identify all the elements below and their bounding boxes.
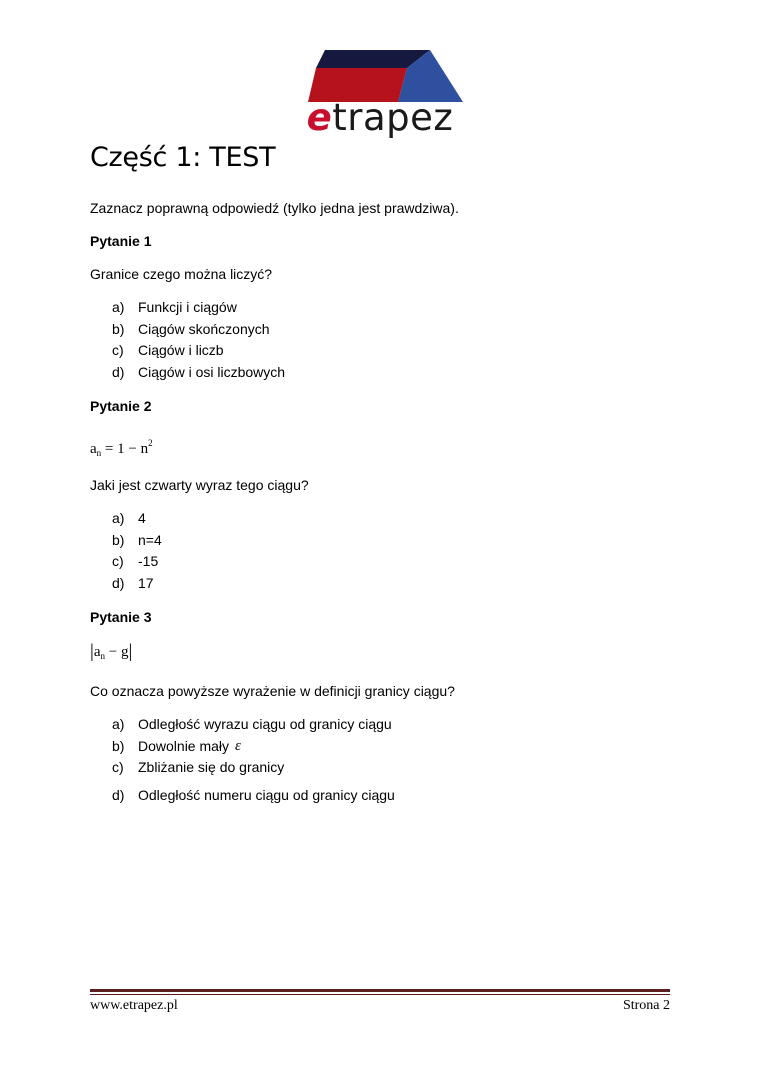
question-3-title: Pytanie 3: [90, 609, 152, 625]
page-number: Strona 2: [622, 998, 670, 1013]
answer-item: c) Ciągów i liczb: [112, 342, 224, 358]
footer-url: www.etrapez.pl: [90, 998, 178, 1013]
question-3-text: Co oznacza powyższe wyrażenie w definicji granicy ciągu?: [90, 683, 455, 699]
epsilon-symbol: ε: [235, 737, 241, 754]
footer-divider-thin: [90, 994, 670, 995]
answer-item: d) Odległość numeru ciągu od granicy ciągu: [112, 786, 395, 803]
question-1-answers: [90, 297, 680, 383]
trapezoid-logo-icon: [290, 44, 470, 104]
question-2-formula: $a_n = 1 - n^2$: [90, 438, 153, 458]
instructions: Zaznacz poprawną odpowiedź (tylko jedna jest prawdziwa).: [90, 200, 459, 216]
answer-item: d) Ciągów i osi liczbowych: [112, 363, 286, 380]
answer-item: c) -15: [112, 553, 159, 569]
answer-item: a) Funkcji i ciągów: [112, 299, 237, 315]
answer-item: c) Zbliżanie się do granicy: [112, 759, 285, 775]
question-2-title: Pytanie 2: [90, 398, 152, 414]
page-content: [90, 140, 680, 806]
question-1-text: Granice czego można liczyć?: [90, 266, 273, 282]
question-2-answers: [90, 508, 680, 594]
question-3-answers: [90, 714, 680, 806]
answer-item: a) Odległość wyrazu ciągu od granicy ciągu: [112, 716, 392, 732]
answer-item: b) Dowolnie mały ε: [90, 736, 680, 758]
answer-item: a) 4: [112, 510, 146, 526]
question-2-text: Jaki jest czwarty wyraz tego ciągu?: [90, 477, 309, 493]
question-1-title: Pytanie 1: [90, 233, 152, 249]
footer-divider: [90, 989, 670, 992]
etrapez-logo: [290, 44, 470, 140]
answer-item: d) 17: [112, 574, 154, 591]
question-3-formula: $|a_n - g|$: [90, 641, 133, 662]
page-footer: [90, 997, 670, 1015]
page-title: Część 1: TEST: [90, 142, 276, 173]
logo-wordmark: etrapez: [306, 96, 454, 139]
answer-item: b) Ciągów skończonych: [112, 320, 270, 337]
answer-item: b) n=4: [112, 531, 162, 548]
